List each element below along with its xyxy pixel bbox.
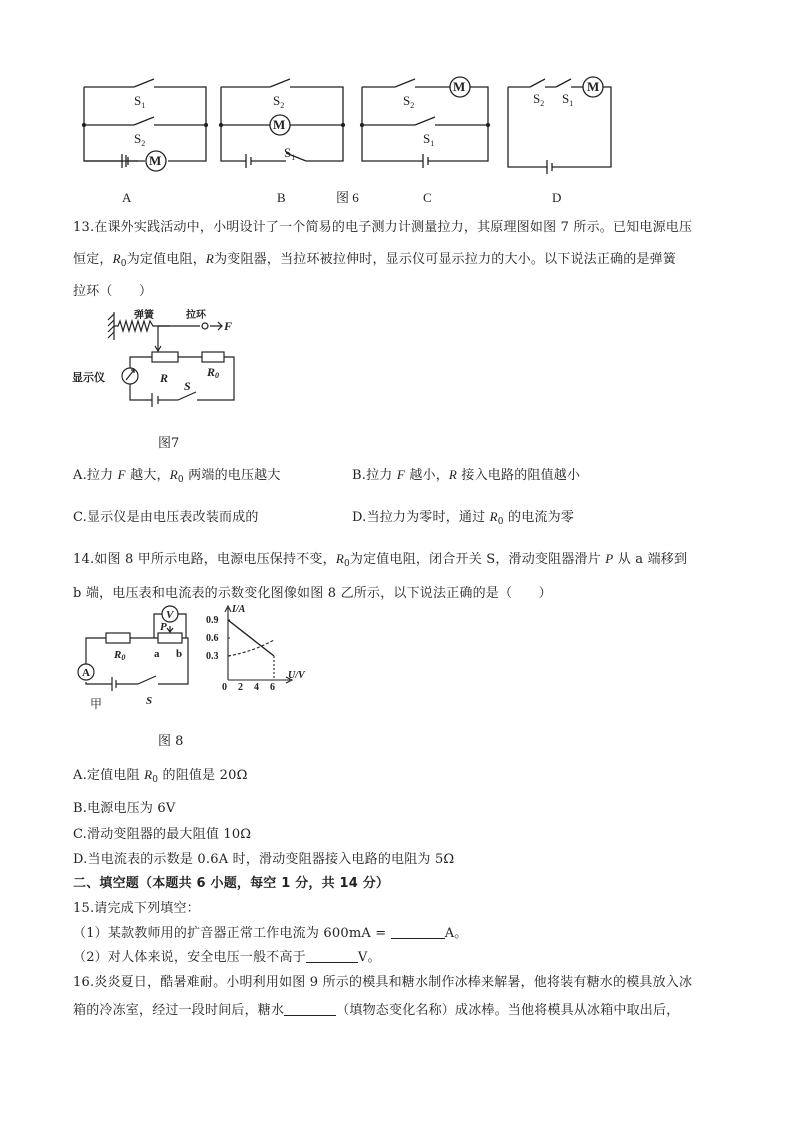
y-axis-label: I/A (232, 604, 246, 615)
pull-ring-label: 拉环 (186, 310, 206, 321)
d-s2-label: $S_2$ (533, 91, 545, 108)
q16-line1: 16.炎炎夏日，酷暑难耐。小明利用如图 9 所示的模具和糖水制作冰棒来解暑，他将装有糖水的模具放入冰 (73, 975, 693, 990)
q15-blank-2[interactable] (306, 950, 358, 963)
r0-label: R0 (207, 365, 220, 380)
q14-option-c[interactable]: C.滑动变阻器的最大阻值 10Ω (73, 827, 252, 842)
rheostat-label: R (160, 371, 169, 385)
a-s2-label: $S_2$ (134, 131, 146, 148)
a-s1-label: $S_1$ (134, 93, 146, 110)
q14-option-a[interactable]: A.定值电阻 $R_0$ 的阻值是 20Ω (73, 767, 248, 785)
q13-line2: 恒定，$R_0$为定值电阻，R为变阻器，当拉环被拉伸时，显示仪可显示拉力的大小。以下说法正确的是弹簧 (73, 251, 677, 269)
q14-line1: 14.如图 8 甲所示电路，电源电压保持不变，$R_0$为定值电阻，闭合开关 S，滑动变阻器滑片 P 从 a 端移到 (73, 551, 688, 569)
q13-line1: 13.在课外实践活动中，小明设计了一个简易的电子测力计测量拉力，其原理图如图 7 所示。已知电源电压 (73, 220, 693, 235)
figure-6-circuits (70, 65, 630, 215)
spring-label: 弹簧 (134, 310, 154, 321)
motor-label-b: M (273, 117, 286, 132)
q16-blank-1[interactable] (284, 1003, 336, 1016)
option-d-label: D (552, 190, 562, 205)
q15-line1: 15.请完成下列填空： (73, 901, 200, 916)
circuit-c (362, 77, 488, 168)
y-tick-1: 0.6 (206, 633, 219, 644)
q16-line2: 箱的冷冻室，经过一段时间后，糖水 （填物态变化名称）成冰棒。当他将模具从冰箱中取出后， (73, 1003, 680, 1018)
c-s2-label: $S_2$ (403, 93, 415, 110)
c-s1-label: $S_1$ (423, 131, 435, 148)
x-axis-label: U/V (288, 670, 305, 681)
figure-8-caption: 图 8 (158, 734, 184, 749)
switch-label-fig8: S (146, 695, 153, 707)
motor-label-a: M (149, 153, 162, 168)
motor-label-d: M (587, 79, 600, 94)
q13-option-d[interactable]: D.当拉力为零时，通过 $R_0$ 的电流为零 (352, 509, 575, 527)
x-tick-1: 2 (238, 682, 243, 693)
circuit-a (84, 79, 206, 171)
figure-7-caption: 图7 (158, 436, 180, 451)
q15-blank-1[interactable] (391, 926, 445, 939)
motor-label-c: M (453, 79, 466, 94)
option-b-label: B (277, 190, 286, 205)
q15-sub2: （2）对人体来说，安全电压一般不高于 V。 (73, 950, 381, 965)
section-2-heading: 二、填空题（本题共 6 小题，每空 1 分，共 14 分） (73, 876, 390, 891)
force-label: F (224, 319, 233, 333)
d-s1-label: $S_1$ (562, 91, 574, 108)
q13-option-b[interactable]: B.拉力 F 越小，R 接入电路的阻值越小 (352, 467, 581, 483)
jia-label: 甲 (90, 697, 103, 711)
figure-8-graph (202, 602, 305, 694)
r0-label-fig8: R0 (114, 649, 126, 662)
option-a-label: A (122, 190, 132, 205)
b-s2-label: $S_2$ (273, 93, 285, 110)
q15-sub1: （1）某款教师用的扩音器正常工作电流为 600mA = A。 (73, 926, 468, 941)
end-b-label: b (176, 648, 183, 660)
y-tick-0: 0.9 (206, 615, 219, 626)
slider-p-label: P (160, 621, 167, 633)
x-tick-2: 4 (254, 682, 259, 693)
figure-7-circuit (72, 306, 252, 416)
figure-8-circuit (76, 602, 196, 710)
end-a-label: a (154, 648, 160, 660)
display-label: 显示仪 (72, 372, 105, 384)
q13-line3: 拉环（ ） (73, 284, 153, 299)
x-tick-3: 6 (270, 682, 275, 693)
q14-line2: b 端，电压表和电流表的示数变化图像如图 8 乙所示，以下说法正确的是（ ） (73, 586, 552, 601)
x-tick-0: 0 (222, 682, 227, 693)
figure-6-caption: 图 6 (336, 190, 359, 205)
q14-option-b[interactable]: B.电源电压为 6V (73, 801, 176, 816)
switch-label: S (184, 379, 191, 393)
option-c-label: C (423, 190, 432, 205)
voltmeter-label: V (166, 609, 174, 621)
q13-option-a[interactable]: A.拉力 F 越大，$R_0$ 两端的电压越大 (73, 467, 281, 485)
b-s1-label: $S_1$ (284, 145, 296, 162)
y-tick-2: 0.3 (206, 651, 219, 662)
q14-option-d[interactable]: D.当电流表的示数是 0.6A 时，滑动变阻器接入电路的电阻为 5Ω (73, 852, 455, 867)
ammeter-label: A (82, 667, 90, 679)
q13-option-c[interactable]: C.显示仪是由电压表改装而成的 (73, 510, 259, 525)
